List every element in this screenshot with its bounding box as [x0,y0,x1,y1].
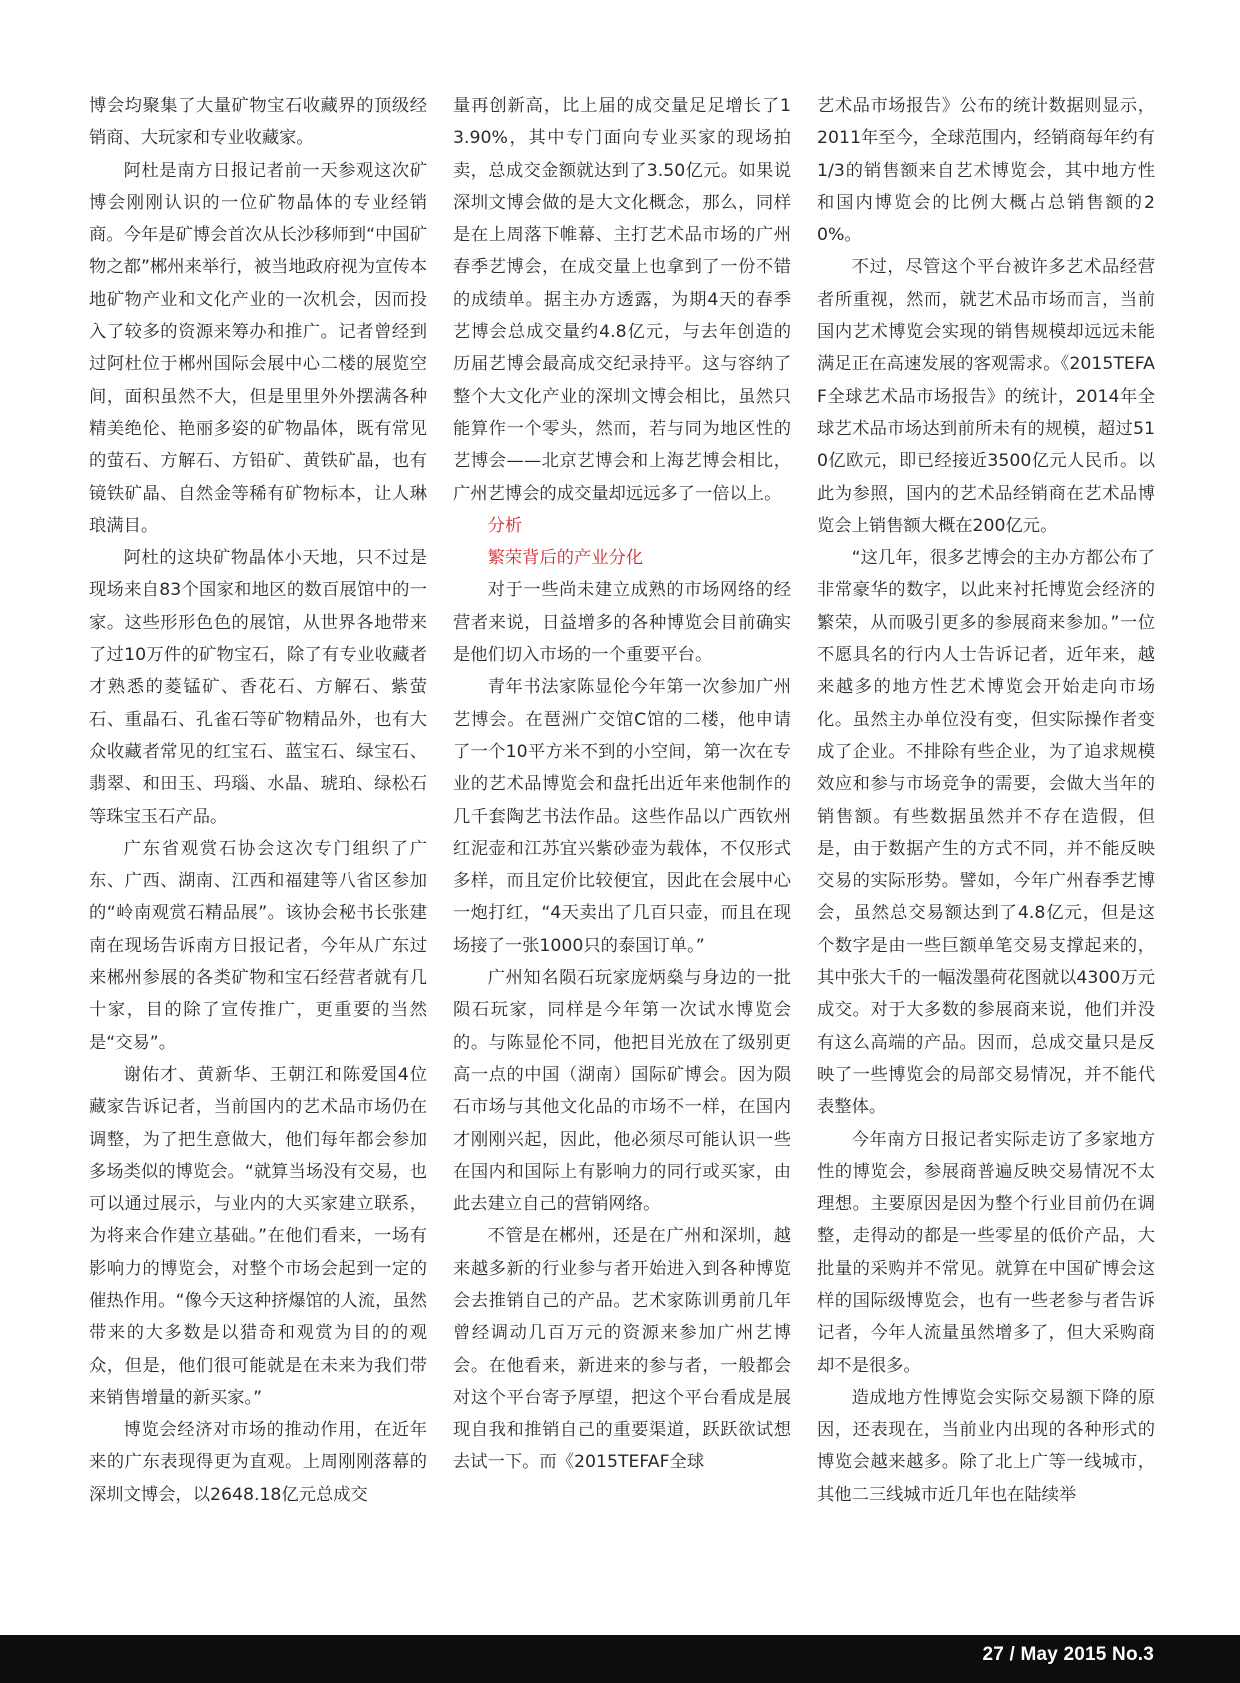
text-column-3 [817,90,1155,1590]
text-column-2 [453,90,791,1590]
paragraph: 今年南方日报记者实际走访了多家地方性的博览会，参展商普遍反映交易情况不太理想。主要原因是因为整个行业目前仍在调整，走得动的都是一些零星的低价产品，大批量的采购并不常见。就算在中国矿博会这样的国际级博览会，也有一些老参与者告诉记者，今年人流量虽然增多了，但大采购商却不是很多。 [817,1129,1155,1376]
paragraph: 阿杜的这块矿物晶体小天地，只不过是现场来自83个国家和地区的数百展馆中的一家。这些形形色色的展馆，从世界各地带来了过10万件的矿物宝石，除了有专业收藏者才熟悉的菱锰矿、香花石、方解石、紫萤石、重晶石、孔雀石等矿物精品外，也有大众收藏者常见的红宝石、蓝宝石、绿宝石、翡翠、和田玉、玛瑙、水晶、琥珀、绿松石等珠宝玉石产品。 [89,548,427,827]
paragraph: 博会均聚集了大量矿物宝石收藏界的顶级经销商、大玩家和专业收藏家。 [89,96,427,149]
paragraph: 造成地方性博览会实际交易额下降的原因，还表现在，当前业内出现的各种形式的博览会越来越多。除了北上广等一线城市，其他二三线城市近几年也在陆续举 [817,1387,1155,1505]
section-heading: 繁荣背后的产业分化 [487,548,644,569]
footer-bar [0,1635,1240,1683]
paragraph: 阿杜是南方日报记者前一天参观这次矿博会刚刚认识的一位矿物晶体的专业经销商。今年是矿博会首次从长沙移师到“中国矿物之都”郴州来举行，被当地政府视为宣传本地矿物产业和文化产业的一次机会，因而投入了较多的资源来筹办和推广。记者曾经到过阿杜位于郴州国际会展中心二楼的展览空间，面积虽然不大，但是里里外外摆满各种精美绝伦、艳丽多姿的矿物晶体，既有常见的萤石、方解石、方铅矿、黄铁矿晶，也有镜铁矿晶、自然金等稀有矿物标本，让人琳琅满目。 [89,160,427,536]
paragraph: 广东省观赏石协会这次专门组织了广东、广西、湖南、江西和福建等八省区参加的“岭南观赏石精品展”。该协会秘书长张建南在现场告诉南方日报记者，今年从广东过来郴州参展的各类矿物和宝石经营者就有几十家，目的除了宣传推广，更重要的当然是“交易”。 [89,838,427,1053]
paragraph: 不管是在郴州，还是在广州和深圳，越来越多新的行业参与者开始进入到各种博览会去推销自己的产品。艺术家陈训勇前几年曾经调动几百万元的资源来参加广州艺博会。在他看来，新进来的参与者，一般都会对这个平台寄予厚望，把这个平台看成是展现自我和推销自己的重要渠道，跃跃欲试想去试一下。而《2015TEFAF全球 [453,1226,791,1473]
paragraph: 谢佑才、黄新华、王朝江和陈爱国4位藏家告诉记者，当前国内的艺术品市场仍在调整，为了把生意做大，他们每年都会参加多场类似的博览会。“就算当场没有交易，也可以通过展示，与业内的大买家建立联系，为将来合作建立基础。”在他们看来，一场有影响力的博览会，对整个市场会起到一定的催热作用。“像今天这种挤爆馆的人流，虽然带来的大多数是以猎奇和观赏为目的的观众，但是，他们很可能就是在未来为我们带来销售增量的新买家。” [89,1064,427,1408]
section-heading: 分析 [487,515,523,536]
paragraph: “这几年，很多艺博会的主办方都公布了非常豪华的数字，以此来衬托博览会经济的繁荣，从而吸引更多的参展商来参加。”一位不愿具名的行内人士告诉记者，近年来，越来越多的地方性艺术博览会开始走向市场化。虽然主办单位没有变，但实际操作者变成了企业。不排除有些企业，为了追求规模效应和参与市场竞争的需要，会做大当年的销售额。有些数据虽然并不存在造假，但是，由于数据产生的方式不同，并不能反映交易的实际形势。譬如，今年广州春季艺博会，虽然总交易额达到了4.8亿元，但是这个数字是由一些巨额单笔交易支撑起来的，其中张大千的一幅泼墨荷花图就以4300万元成交。对于大多数的参展商来说，他们并没有这么高端的产品。因而，总成交量只是反映了一些博览会的局部交易情况，并不能代表整体。 [817,548,1155,1118]
paragraph: 广州知名陨石玩家庞炳燊与身边的一批陨石玩家，同样是今年第一次试水博览会的。与陈显伦不同，他把目光放在了级别更高一点的中国（湖南）国际矿博会。因为陨石市场与其他文化品的市场不一样，在国内才刚刚兴起，因此，他必须尽可能认识一些在国内和国际上有影响力的同行或买家，由此去建立自己的营销网络。 [453,968,791,1215]
paragraph: 对于一些尚未建立成熟的市场网络的经营者来说，日益增多的各种博览会目前确实是他们切入市场的一个重要平台。 [453,580,791,666]
paragraph: 不过，尽管这个平台被许多艺术品经营者所重视，然而，就艺术品市场而言，当前国内艺术博览会实现的销售规模却远远未能满足正在高速发展的客观需求。《2015TEFAF全球艺术品市场报告》的统计，2014年全球艺术品市场达到前所未有的规模，超过510亿欧元，即已经接近3500亿元人民币。以此为参照，国内的艺术品经销商在艺术品博览会上销售额大概在200亿元。 [817,257,1155,536]
paragraph: 博览会经济对市场的推动作用，在近年来的广东表现得更为直观。上周刚刚落幕的深圳文博会，以2648.18亿元总成交 [89,1420,427,1505]
page-number: 27 / May 2015 No.3 [982,1644,1154,1665]
paragraph: 艺术品市场报告》公布的统计数据则显示，2011年至今，全球范围内，经销商每年约有1/3的销售额来自艺术博览会，其中地方性和国内博览会的比例大概占总销售额的20%。 [817,96,1155,246]
paragraph: 量再创新高，比上届的成交量足足增长了13.90%，其中专门面向专业买家的现场拍卖，总成交金额就达到了3.50亿元。如果说深圳文博会做的是大文化概念，那么，同样是在上周落下帷幕、主打艺术品市场的广州春季艺博会，在成交量上也拿到了一份不错的成绩单。据主办方透露，为期4天的春季艺博会总成交量约4.8亿元，与去年创造的历届艺博会最高成交纪录持平。这与容纳了整个大文化产业的深圳文博会相比，虽然只能算作一个零头，然而，若与同为地区性的艺博会——北京艺博会和上海艺博会相比，广州艺博会的成交量却远远多了一倍以上。 [453,96,791,504]
text-column-1 [89,90,427,1590]
paragraph: 青年书法家陈显伦今年第一次参加广州艺博会。在琶洲广交馆C馆的二楼，他申请了一个10平方米不到的小空间，第一次在专业的艺术品博览会和盘托出近年来他制作的几千套陶艺书法作品。这些作品以广西钦州红泥壶和江苏宜兴紫砂壶为载体，不仅形式多样，而且定价比较便宜，因此在会展中心一炮打红，“4天卖出了几百只壶，而且在现场接了一张1000只的泰国订单。” [453,677,791,956]
